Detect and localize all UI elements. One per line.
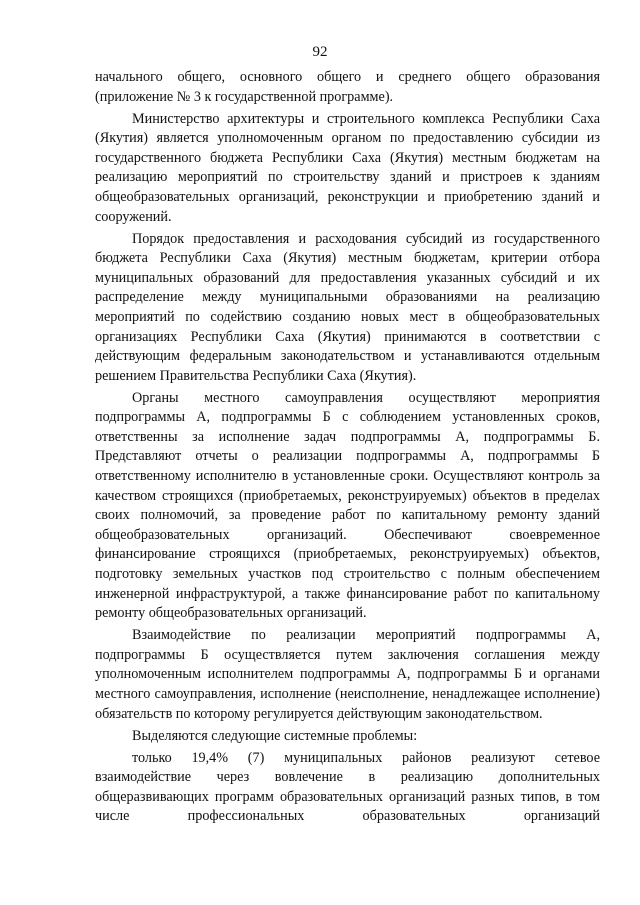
page-number: 92 bbox=[312, 44, 328, 60]
document-body bbox=[95, 68, 600, 827]
paragraph-7: только 19,4% (7) муниципальных районов реализуют сетевое взаимодействие через вовлечение в реализацию дополнительных общеразвивающих программ образовательных организаций разных типов, в том числе профессиональных образовательных организаций bbox=[95, 749, 600, 825]
paragraph-1: начального общего, основного общего и среднего общего образования (приложение № 3 к государственной программе). bbox=[95, 69, 600, 105]
paragraph-3: Порядок предоставления и расходования субсидий из государственного бюджета Республики Саха (Якутия) местным бюджетам, критерии отбора муниципальных образований для предоставления указанных субсидий и их распределение между муниципальными образованиями на реализацию мероприятий по содействию созданию новых мест в общеобразовательных организациях Республики Саха (Якутия) принимаются в соответствии с действующим федеральным законодательством и устанавливаются отдельным решением Правительства Республики Саха (Якутия). bbox=[95, 230, 600, 384]
paragraph-6: Выделяются следующие системные проблемы: bbox=[132, 727, 418, 744]
paragraph-2: Министерство архитектуры и строительного комплекса Республики Саха (Якутия) является уполномоченным органом по предоставлению субсидии из государственного бюджета Республики Саха (Якутия) местным бюджетам на реализацию мероприятий по строительству зданий и пристроев к зданиям общеобразовательных организаций, реконструкции и приобретению зданий и сооружений. bbox=[95, 110, 600, 225]
paragraph-4: Органы местного самоуправления осуществляют мероприятия подпрограммы А, подпрограммы Б с соблюдением установленных сроков, ответственны за исполнение задач подпрограммы А, подпрограммы Б. Представляют отчеты о реализации подпрограммы А, подпрограммы Б ответственному исполнителю в установленные сроки. Осуществляют контроль за качеством строящихся (приобретаемых, реконструируемых) объектов в пределах своих полномочий, за проведение работ по капитальному ремонту зданий общеобразовательных организаций. Обеспечивают своевременное финансирование строящихся (приобретаемых, реконструируемых) объектов, подготовку земельных участков под строительство с полным обеспечением инженерной инфраструктурой, а также финансирование работ по капитальному ремонту общеобразовательных организаций. bbox=[95, 389, 600, 622]
paragraph-5: Взаимодействие по реализации мероприятий подпрограммы А, подпрограммы Б осуществляется путем заключения соглашения между уполномоченным исполнителем подпрограммы А, подпрограммы Б и органами местного самоуправления, исполнение (неисполнение, ненадлежащее исполнение) обязательств по которому регулируется действующим законодательством. bbox=[95, 627, 600, 722]
